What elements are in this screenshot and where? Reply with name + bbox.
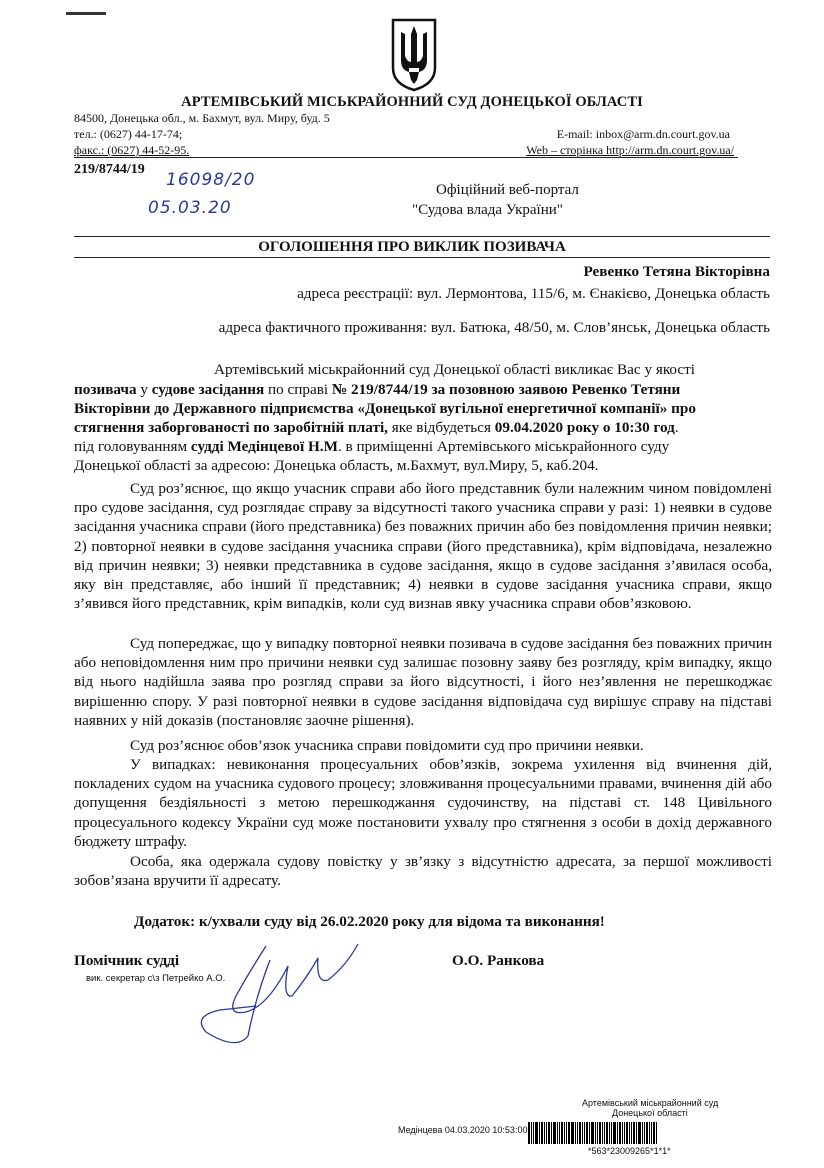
p1-subject: стягнення заборгованості по заробітній платі, bbox=[74, 419, 388, 436]
barcode-bar bbox=[617, 1122, 618, 1144]
p1-judge: судді Медінцевої Н.М bbox=[190, 438, 338, 455]
p1-text: . bbox=[674, 419, 679, 436]
p1-text: у bbox=[136, 381, 152, 398]
handwritten-date: 05.03.20 bbox=[148, 198, 232, 218]
barcode-bar bbox=[544, 1122, 545, 1144]
p1-line-1: Артемівський міськрайонний суд Донецької області викликає Вас у якості bbox=[214, 361, 695, 378]
barcode-bar bbox=[631, 1122, 632, 1144]
barcode-bar bbox=[597, 1122, 598, 1144]
barcode-bar bbox=[656, 1122, 657, 1144]
p1-text: яке відбудеться bbox=[387, 419, 495, 436]
barcode-bar bbox=[541, 1122, 543, 1144]
barcode-bar bbox=[548, 1122, 550, 1144]
p1-line-3: Вікторівни до Державного підприємства «Донецької вугільної енергетичної компанії» про bbox=[74, 400, 696, 417]
barcode-bar bbox=[553, 1122, 556, 1144]
attachment-note: Додаток: к/ухвали суду від 26.02.2020 року для відома та виконання! bbox=[134, 913, 605, 930]
footer-court-line-2: Донецької області bbox=[612, 1108, 688, 1118]
barcode-bar bbox=[557, 1122, 558, 1144]
barcode-bar bbox=[629, 1122, 630, 1144]
p1-case: № 219/8744/19 за позовною заявою Ревенко Тетяни bbox=[331, 381, 681, 398]
p1-text: . в приміщенні Артемівського міськрайонного суду bbox=[337, 438, 670, 455]
barcode-bar bbox=[604, 1122, 605, 1144]
barcode-bar bbox=[595, 1122, 596, 1144]
registration-address: адреса реєстрації: вул. Лермонтова, 115/6, м. Єнакієво, Донецька область bbox=[297, 285, 770, 302]
executor-note: вик. секретар с\з Петрейко А.О. bbox=[86, 973, 226, 984]
barcode-bar bbox=[651, 1122, 652, 1144]
barcode-bar bbox=[613, 1122, 616, 1144]
footer-court-line-1: Артемівський міськрайонний суд bbox=[582, 1098, 719, 1108]
p1-hearing: судове засідання bbox=[151, 381, 265, 398]
handwritten-registration-number: 16098/20 bbox=[166, 170, 256, 190]
barcode-bar bbox=[577, 1122, 578, 1144]
notice-title: ОГОЛОШЕННЯ ПРО ВИКЛИК ПОЗИВАЧА bbox=[258, 239, 566, 255]
barcode-bar bbox=[531, 1122, 532, 1144]
barcode-bar bbox=[539, 1122, 540, 1144]
barcode-bar bbox=[564, 1122, 565, 1144]
court-fax: факс.: (0627) 44-52-95. bbox=[74, 143, 190, 157]
barcode-bar bbox=[575, 1122, 576, 1144]
barcode-bar bbox=[551, 1122, 552, 1144]
actual-address: адреса фактичного проживання: вул. Батюка, 48/50, м. Слов’янськ, Донецька область bbox=[218, 319, 770, 336]
barcode-bar bbox=[644, 1122, 645, 1144]
paragraph-explanation: Суд роз’яснює, що якщо учасник справи або його представник були належним чином повідомлені про судове засідання, суд розглядає справу за відсутності такого учасника справи у разі: 1) неявки в судове засідання учасника справи (його представника) без поважних причин або без повідомлення причин неявки; 2) повторної неявки в судове засідання учасника справи (його представника), крім відповідача, незалежно від причин неявки; 3) неявки представника в судове засідання, якщо в судове засідання з’явилася особа, яку він представляє, або інший її представник; 4) неявки в судове засідання учасника справи, якщо з’явився його представник, крім випадків, коли суд визнав явку учасника справи обов’язковою. bbox=[74, 480, 772, 613]
barcode-bar bbox=[599, 1122, 601, 1144]
barcode-bar bbox=[528, 1122, 530, 1144]
barcode-bar bbox=[636, 1122, 637, 1144]
barcode-bar bbox=[653, 1122, 655, 1144]
barcode-bar bbox=[584, 1122, 585, 1144]
portal-line-1: Офіційний веб-портал bbox=[436, 182, 579, 198]
barcode-bar bbox=[609, 1122, 610, 1144]
barcode-bar bbox=[535, 1122, 538, 1144]
signature-mark bbox=[196, 936, 396, 1046]
case-number: 219/8744/19 bbox=[74, 162, 145, 177]
barcode-bar bbox=[582, 1122, 583, 1144]
barcode-bar bbox=[602, 1122, 603, 1144]
barcode-bar bbox=[586, 1122, 588, 1144]
barcode-bar bbox=[638, 1122, 641, 1144]
barcode-bar bbox=[611, 1122, 612, 1144]
barcode-bar bbox=[579, 1122, 581, 1144]
barcode-bar bbox=[606, 1122, 608, 1144]
paragraph-duty: Суд роз’яснює обов’язок учасника справи повідомити суд про причини неявки. bbox=[130, 737, 644, 754]
footer-stamp: Медінцева 04.03.2020 10:53:00 bbox=[398, 1125, 528, 1135]
title-top-rule bbox=[74, 236, 770, 237]
p1-line-4 bbox=[74, 418, 679, 437]
header-divider bbox=[74, 157, 738, 158]
portal-line-2: "Судова влада України" bbox=[412, 202, 563, 218]
court-website: Web – сторінка http://arm.dn.court.gov.ua/ bbox=[526, 143, 734, 157]
barcode-bar bbox=[646, 1122, 648, 1144]
p1-text: по справі bbox=[264, 381, 332, 398]
barcode-number: *563*23009265*1*1* bbox=[588, 1146, 671, 1156]
court-name: АРТЕМІВСЬКИЙ МІСЬКРАЙОННИЙ СУД ДОНЕЦЬКОЇ ОБЛАСТІ bbox=[181, 94, 643, 110]
p1-line-5 bbox=[74, 437, 669, 456]
barcode-bar bbox=[559, 1122, 560, 1144]
p1-role: позивача bbox=[74, 381, 137, 398]
barcode-bar bbox=[571, 1122, 574, 1144]
p1-line-6: Донецької області за адресою: Донецька область, м.Бахмут, вул.Миру, 5, каб.204. bbox=[74, 457, 599, 474]
signer-name: О.О. Ранкова bbox=[452, 952, 545, 969]
p1-datetime: 09.04.2020 року о 10:30 год bbox=[494, 419, 675, 436]
barcode-bar bbox=[568, 1122, 570, 1144]
paragraph-delivery: Особа, яка одержала судову повістку у зв’язку з відсутністю адресата, за першої можливості зобов’язана вручити її адресату. bbox=[74, 853, 772, 890]
barcode-bar bbox=[642, 1122, 643, 1144]
barcode-bar bbox=[546, 1122, 547, 1144]
barcode-bar bbox=[649, 1122, 650, 1144]
barcode-bar bbox=[622, 1122, 623, 1144]
barcode-bar bbox=[626, 1122, 628, 1144]
p1-line-2 bbox=[74, 380, 772, 399]
barcode-bar bbox=[591, 1122, 594, 1144]
court-phone: тел.: (0627) 44-17-74; bbox=[74, 127, 183, 141]
barcode-bar bbox=[589, 1122, 590, 1144]
barcode bbox=[528, 1122, 704, 1144]
court-address: 84500, Донецька обл., м. Бахмут, вул. Миру, буд. 5 bbox=[74, 111, 330, 125]
title-bottom-rule bbox=[74, 257, 770, 258]
scan-mark bbox=[66, 12, 106, 15]
coat-of-arms-icon bbox=[391, 18, 437, 92]
barcode-bar bbox=[619, 1122, 621, 1144]
paragraph-warning: Суд попереджає, що у випадку повторної неявки позивача в судове засідання без поважних причин або неповідомлення ним про причини неявки суд залишає позовну заяву без розгляду, крім випадку, якщо від нього надійшла заява про розгляд справи за його відсутності, і його нез’явлення не перешкоджає вирішенню спору. У разі повторної неявки в судове засідання відповідача суд вирішує справу на підставі наявних у ній доказів (постановляє заочне рішення). bbox=[74, 635, 772, 729]
paragraph-sanctions: У випадках: невиконання процесуальних обов’язків, зокрема ухилення від вчинення дій, покладених судом на учасника судового процесу; зловживання процесуальними правами, вчинення дій або допущення бездіяльності з метою перешкоджання судочинству, на підставі ст. 148 Цивільного процесуального кодексу України суд може постановити ухвалу про стягнення з особи в дохід державного бюджету штрафу. bbox=[74, 756, 772, 850]
barcode-bar bbox=[561, 1122, 563, 1144]
barcode-bar bbox=[633, 1122, 635, 1144]
barcode-bar bbox=[566, 1122, 567, 1144]
barcode-bar bbox=[533, 1122, 534, 1144]
p1-text: під головуванням bbox=[74, 438, 191, 455]
signer-position: Помічник судді bbox=[74, 952, 180, 969]
addressee-name: Ревенко Тетяна Вікторівна bbox=[583, 263, 770, 280]
court-email: E-mail: inbox@arm.dn.court.gov.ua bbox=[556, 127, 730, 141]
barcode-bar bbox=[624, 1122, 625, 1144]
